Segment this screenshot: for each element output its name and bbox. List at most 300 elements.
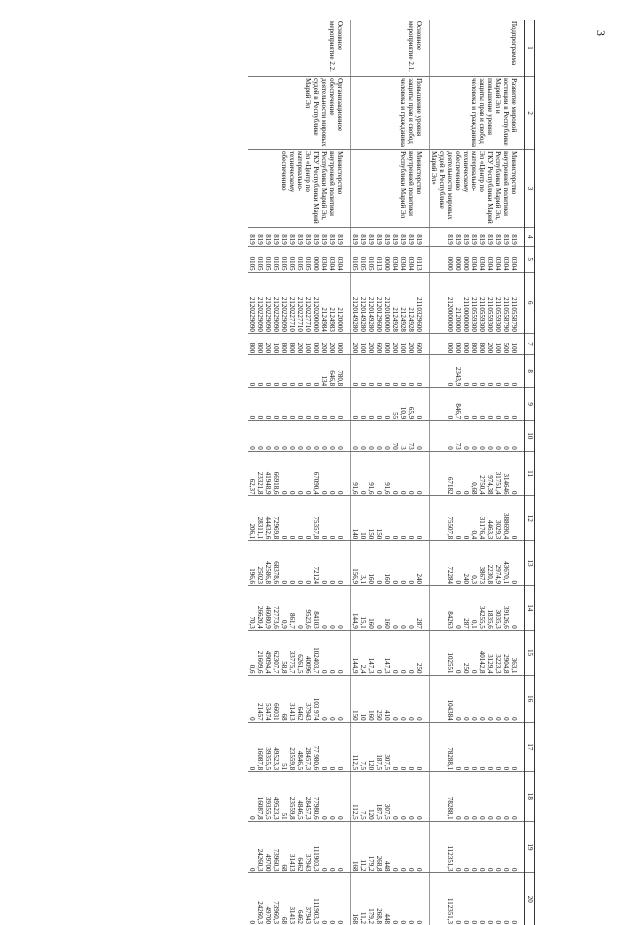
cell-value: 0 xyxy=(391,867,399,872)
cell-value: 0,1 xyxy=(470,620,478,629)
column-header-5: 5 xyxy=(525,246,535,272)
cell-value: 11,2 xyxy=(359,859,367,872)
cell-value: 0 xyxy=(407,670,415,674)
cell-value: 2124928 xyxy=(407,307,415,332)
cell-value: 0 xyxy=(454,816,462,820)
cell-value: 33775,7 xyxy=(288,650,296,674)
cell-value: 0 xyxy=(502,816,510,820)
cell-value: 0304 xyxy=(320,256,328,271)
cell-value: 600 xyxy=(415,342,423,354)
cell-value: 2120227710 xyxy=(304,296,312,332)
cell-value: 819 xyxy=(280,234,288,245)
cell-value: 0 xyxy=(494,415,502,420)
cell-value: 861,7 xyxy=(288,613,296,629)
cell-value: 91,6 xyxy=(383,482,391,495)
cell-value: 0 xyxy=(248,717,256,721)
cell-value: 0 xyxy=(478,766,486,771)
cell-value: 314646 xyxy=(502,473,510,495)
cell-value: 31176,4 xyxy=(478,516,486,540)
value-cell xyxy=(351,675,430,722)
cell-value: 819 xyxy=(446,234,454,245)
cell-value: 0 xyxy=(399,625,407,629)
cell-value: 2120000 xyxy=(336,307,344,332)
cell-value: 187,5 xyxy=(375,803,383,820)
cell-value: 0 xyxy=(415,766,423,771)
cell-value: 819 xyxy=(359,234,367,245)
cell-value: 21609,6 xyxy=(256,650,264,674)
cell-value: 0 xyxy=(320,415,328,420)
cell-value: 819 xyxy=(470,234,478,245)
cell-value: 000 xyxy=(312,342,320,354)
value-cell xyxy=(248,873,351,925)
cell-value: 0 xyxy=(454,670,462,674)
cell-value: 75357,8 xyxy=(312,516,320,540)
cell-value: 31413 xyxy=(288,906,296,924)
cell-value: 0 xyxy=(470,920,478,924)
cell-value: 0 xyxy=(328,415,336,420)
cell-value: 0105 xyxy=(256,256,264,271)
cell-value: 410 xyxy=(383,710,391,721)
cell-value: 0105 xyxy=(264,256,272,271)
cell-value: 0 xyxy=(391,816,399,820)
cell-value: 0 xyxy=(336,415,344,420)
cell-value: 156,9 xyxy=(351,568,359,584)
cell-value: 0 xyxy=(248,766,256,771)
cell-value: 111903,3 xyxy=(312,898,320,924)
cell-value: 0 xyxy=(336,535,344,540)
cell-value: 40096 xyxy=(304,656,312,674)
section-c1: Подпрограмма xyxy=(430,20,525,77)
cell-value: 206,1 xyxy=(248,523,256,540)
cell-value: 0 xyxy=(383,415,391,420)
value-cell xyxy=(248,675,351,722)
cell-value: 0 xyxy=(288,580,296,584)
cell-value: 0105 xyxy=(288,256,296,271)
cell-value: 819 xyxy=(383,234,391,245)
cell-value: 0 xyxy=(336,717,344,721)
cell-value: 0105 xyxy=(280,256,288,271)
column-header-8: 8 xyxy=(525,355,535,388)
cell-value: 34255,5 xyxy=(478,606,486,629)
value-cell xyxy=(430,333,525,354)
value-cell xyxy=(430,675,525,722)
cell-value: 0 xyxy=(256,415,264,420)
cell-value: 0,6 xyxy=(248,664,256,674)
cell-value: 0 xyxy=(399,920,407,924)
section-c3: Министерство внутренней политики Республики Марий Эл, ГКУ Республики Марий Эл «Центр по материально-техническому обеспечению деятельности мировых судей в Республике Марий Эл» xyxy=(430,150,525,228)
cell-value: 819 xyxy=(494,234,502,245)
cell-value: 0 xyxy=(502,446,510,450)
cell-value: 73960,3 xyxy=(272,848,280,872)
cell-value: 10 xyxy=(359,532,367,540)
cell-value: 0 xyxy=(446,382,454,387)
cell-value: 0 xyxy=(320,580,328,584)
cell-value: 70 xyxy=(391,442,399,450)
value-cell xyxy=(248,451,351,496)
cell-value: 0 xyxy=(320,766,328,771)
cell-value: 0 xyxy=(336,625,344,629)
cell-value: 68 xyxy=(280,917,288,924)
cell-value: 160 xyxy=(383,618,391,629)
cell-value: 39126,6 xyxy=(502,606,510,629)
cell-value: 0 xyxy=(256,382,264,387)
cell-value: 0 xyxy=(454,867,462,872)
cell-value: 140 xyxy=(351,528,359,540)
cell-value: 0 xyxy=(407,717,415,721)
cell-value: 200 xyxy=(407,342,415,354)
value-cell xyxy=(430,722,525,771)
cell-value: 0 xyxy=(502,867,510,872)
cell-value: 200 xyxy=(320,342,328,354)
cell-value: 819 xyxy=(367,234,375,245)
cell-value: 0 xyxy=(415,920,423,924)
cell-value: 0 xyxy=(296,490,304,495)
cell-value: 2120000000 xyxy=(446,296,454,332)
cell-value: 800 xyxy=(478,342,486,354)
cell-value: 51 xyxy=(280,812,288,820)
cell-value: 0 xyxy=(328,670,336,674)
cell-value: 55 xyxy=(391,412,399,420)
cell-value: 0 xyxy=(470,415,478,420)
cell-value: 49700 xyxy=(264,853,272,872)
cell-value: 2120129600 xyxy=(375,296,383,332)
cell-value: 103 974 xyxy=(312,697,320,721)
cell-value: 0 xyxy=(359,382,367,387)
cell-value: 25023 xyxy=(256,566,264,584)
cell-value: 2110559300 xyxy=(494,297,502,332)
cell-value: 0 xyxy=(494,766,502,771)
cell-value: 196,6 xyxy=(248,568,256,584)
cell-value: 120 xyxy=(367,759,375,771)
cell-value: 91,6 xyxy=(367,482,375,495)
cell-value: 0 xyxy=(494,867,502,872)
value-cell xyxy=(248,541,351,586)
cell-value: 2974,9 xyxy=(494,564,502,584)
cell-value: 62,37 xyxy=(248,478,256,495)
cell-value: 250 xyxy=(375,710,383,721)
column-header-15: 15 xyxy=(525,630,535,675)
cell-value: 0113 xyxy=(415,256,423,271)
cell-value: 819 xyxy=(248,234,256,245)
cell-value: 111903,3 xyxy=(312,845,320,872)
cell-value: 68 xyxy=(280,864,288,872)
cell-value: 0 xyxy=(494,920,502,924)
cell-value: 0 xyxy=(336,490,344,495)
cell-value: 000 xyxy=(446,342,454,354)
section-c1: Основное мероприятие 2.2. xyxy=(248,20,351,77)
cell-value: 0 xyxy=(359,446,367,450)
cell-value: 58,8 xyxy=(280,661,288,674)
cell-value: 68 xyxy=(280,713,288,721)
value-cell xyxy=(351,451,430,496)
cell-value: 2120229090 xyxy=(256,296,264,332)
cell-value: 0 xyxy=(351,446,359,450)
cell-value: 0 xyxy=(391,625,399,629)
cell-value: 6462 xyxy=(296,857,304,872)
cell-value: 0,3 xyxy=(470,575,478,584)
cell-value: 62307,7 xyxy=(272,650,280,674)
section-row xyxy=(430,20,525,925)
cell-value: 0 xyxy=(248,446,256,450)
column-header-19: 19 xyxy=(525,821,535,873)
cell-value: 0 xyxy=(510,867,518,872)
cell-value: 0 xyxy=(288,535,296,540)
cell-value: 0 xyxy=(510,717,518,721)
cell-value: 0 xyxy=(478,867,486,872)
value-cell xyxy=(430,421,525,452)
cell-value: 0 xyxy=(375,580,383,584)
cell-value: 0 xyxy=(359,490,367,495)
cell-value: 0 xyxy=(399,580,407,584)
cell-value: 7,5 xyxy=(359,761,367,771)
cell-value: 112351,3 xyxy=(446,898,454,924)
cell-value: 144,9 xyxy=(351,657,359,674)
cell-value: 0 xyxy=(328,766,336,771)
cell-value: 100 xyxy=(304,342,312,354)
cell-value: 0 xyxy=(336,867,344,872)
cell-value: 26620,4 xyxy=(256,606,264,629)
cell-value: 287 xyxy=(462,618,470,629)
cell-value: 200 xyxy=(264,342,272,354)
cell-value: 102403,7 xyxy=(312,647,320,674)
value-cell xyxy=(351,630,430,675)
cell-value: 0105 xyxy=(367,256,375,271)
cell-value: 0 xyxy=(510,490,518,495)
cell-value: 0 xyxy=(486,717,494,721)
cell-value: 0304 xyxy=(502,256,510,271)
cell-value: 819 xyxy=(351,234,359,245)
cell-value: 0 xyxy=(470,382,478,387)
cell-value: 307,5 xyxy=(383,803,391,820)
cell-value: 43670,1 xyxy=(502,561,510,584)
cell-value: 77 980,6 xyxy=(312,745,320,771)
cell-value: 0 xyxy=(462,535,470,540)
cell-value: 68378,6 xyxy=(272,561,280,584)
cell-value: 31751,4 xyxy=(494,471,502,495)
column-header-18: 18 xyxy=(525,772,535,821)
cell-value: 72969,8 xyxy=(272,516,280,540)
cell-value: 66918,6 xyxy=(272,471,280,495)
cell-value: 0304 xyxy=(407,256,415,271)
budget-table xyxy=(248,20,535,925)
cell-value: 0 xyxy=(375,415,383,420)
cell-value: 0 xyxy=(336,816,344,820)
cell-value: 4846,5 xyxy=(296,750,304,771)
cell-value: 0 xyxy=(288,415,296,420)
cell-value: 0304 xyxy=(328,256,336,271)
cell-value: 2120227710 xyxy=(296,296,304,332)
cell-value: 0 xyxy=(336,766,344,771)
cell-value: 0 xyxy=(304,580,312,584)
cell-value: 0 xyxy=(399,766,407,771)
cell-value: 2110558790 xyxy=(502,297,510,332)
cell-value: 0304 xyxy=(478,256,486,271)
cell-value: 0000 xyxy=(383,256,391,271)
cell-value: 819 xyxy=(454,234,462,245)
cell-value: 0 xyxy=(407,920,415,924)
cell-value: 0 xyxy=(312,446,320,450)
cell-value: 0,4 xyxy=(470,530,478,540)
cell-value: 0 xyxy=(391,670,399,674)
cell-value: 2110000000 xyxy=(462,297,470,332)
cell-value: 600 xyxy=(375,342,383,354)
cell-value: 2120149280 xyxy=(367,296,375,332)
cell-value: 160 xyxy=(367,618,375,629)
cell-value: 28457,3 xyxy=(304,796,312,820)
column-header-7: 7 xyxy=(525,333,535,354)
cell-value: 0 xyxy=(510,415,518,420)
cell-value: 0 xyxy=(494,446,502,450)
cell-value: 0 xyxy=(399,717,407,721)
cell-value: 0 xyxy=(494,816,502,820)
cell-value: 84263 xyxy=(446,611,454,629)
cell-value: 2120229090 xyxy=(264,296,272,332)
cell-value: 91,6 xyxy=(351,482,359,495)
cell-value: 819 xyxy=(478,234,486,245)
section-c1: Основное мероприятие 2.1. xyxy=(351,20,430,77)
cell-value: 147,3 xyxy=(383,657,391,674)
cell-value: 39355,5 xyxy=(264,796,272,820)
cell-value: 0 xyxy=(367,415,375,420)
cell-value: 0 xyxy=(399,535,407,540)
value-cell xyxy=(430,496,525,541)
cell-value: 104384 xyxy=(446,699,454,721)
cell-value: 0 xyxy=(248,920,256,924)
cell-value: 0 xyxy=(248,382,256,387)
cell-value: 4463,3 xyxy=(486,519,494,540)
cell-value: 0 xyxy=(296,535,304,540)
cell-value: 0 xyxy=(359,415,367,420)
cell-value: 100 xyxy=(494,342,502,354)
value-cell xyxy=(430,246,525,272)
cell-value: 2110559300 xyxy=(486,297,494,332)
cell-value: 819 xyxy=(328,234,336,245)
cell-value: 0 xyxy=(304,382,312,387)
cell-value: 0105 xyxy=(359,256,367,271)
cell-value: 38673 xyxy=(478,566,486,584)
cell-value: 66031 xyxy=(272,703,280,721)
cell-value: 16087,8 xyxy=(256,796,264,820)
cell-value: 49523,3 xyxy=(272,747,280,771)
cell-value: 147,3 xyxy=(367,657,375,674)
value-cell xyxy=(351,246,430,272)
value-cell xyxy=(430,821,525,873)
cell-value: 0000 xyxy=(312,256,320,271)
cell-value: 0 xyxy=(510,580,518,584)
cell-value: 49094,4 xyxy=(264,650,272,674)
cell-value: 112351,3 xyxy=(446,845,454,872)
value-cell xyxy=(430,873,525,925)
cell-value: 307,5 xyxy=(383,754,391,771)
cell-value: 287 xyxy=(415,618,423,629)
cell-value: 0 xyxy=(494,382,502,387)
cell-value: 100 xyxy=(359,342,367,354)
cell-value: 44432,6 xyxy=(264,516,272,540)
cell-value: 0 xyxy=(478,446,486,450)
value-cell xyxy=(351,541,430,586)
section-row xyxy=(248,20,351,925)
cell-value: 819 xyxy=(486,234,494,245)
value-cell xyxy=(351,272,430,333)
cell-value: 0 xyxy=(510,625,518,629)
cell-value: 0 xyxy=(462,867,470,872)
cell-value: 2110559300 xyxy=(478,297,486,332)
cell-value: 179,2 xyxy=(367,908,375,924)
cell-value: 0 xyxy=(391,920,399,924)
cell-value: 0 xyxy=(502,415,510,420)
cell-value: 0 xyxy=(407,625,415,629)
cell-value: 0 xyxy=(478,382,486,387)
cell-value: 112,5 xyxy=(351,754,359,771)
cell-value: 0 xyxy=(454,920,462,924)
cell-value: 0304 xyxy=(399,256,407,271)
cell-value: 0 xyxy=(328,920,336,924)
cell-value: 0 xyxy=(280,580,288,584)
value-cell xyxy=(351,388,430,421)
cell-value: 000 xyxy=(383,342,391,354)
cell-value: 0 xyxy=(399,867,407,872)
cell-value: 0 xyxy=(454,625,462,629)
cell-value: 150 xyxy=(367,528,375,540)
cell-value: 144,9 xyxy=(351,613,359,629)
cell-value: 23559,8 xyxy=(288,796,296,820)
cell-value: 0 xyxy=(399,490,407,495)
cell-value: 15,1 xyxy=(359,616,367,629)
cell-value: 49523,3 xyxy=(272,796,280,820)
cell-value: 0 xyxy=(510,816,518,820)
cell-value: 10 xyxy=(359,713,367,721)
value-cell xyxy=(351,821,430,873)
cell-value: 0 xyxy=(248,816,256,820)
cell-value: 168 xyxy=(351,913,359,924)
cell-value: 0 xyxy=(280,382,288,387)
value-cell xyxy=(351,421,430,452)
cell-value: 819 xyxy=(288,234,296,245)
cell-value: 819 xyxy=(320,234,328,245)
cell-value: 0 xyxy=(375,382,383,387)
cell-value: 0 xyxy=(328,867,336,872)
cell-value: 0 xyxy=(478,816,486,820)
cell-value: 819 xyxy=(312,234,320,245)
cell-value: 0 xyxy=(454,580,462,584)
cell-value: 0 xyxy=(470,766,478,771)
cell-value: 200 xyxy=(367,342,375,354)
cell-value: 160 xyxy=(367,573,375,584)
cell-value: 0 xyxy=(462,717,470,721)
cell-value: 0 xyxy=(280,490,288,495)
cell-value: 0 xyxy=(391,382,399,387)
column-header-4: 4 xyxy=(525,227,535,246)
cell-value: 0 xyxy=(351,382,359,387)
cell-value: 0 xyxy=(391,535,399,540)
cell-value: 0 xyxy=(470,717,478,721)
value-cell xyxy=(430,388,525,421)
cell-value: 0 xyxy=(391,490,399,495)
column-header-1: 1 xyxy=(525,20,535,77)
cell-value: 31413 xyxy=(288,703,296,721)
cell-value: 0 xyxy=(407,490,415,495)
cell-value: 2230,8 xyxy=(486,564,494,584)
cell-value: 0 xyxy=(486,920,494,924)
cell-value: 2120229090 xyxy=(248,296,256,332)
value-cell xyxy=(248,772,351,821)
cell-value: 73 xyxy=(454,442,462,450)
cell-value: 100 xyxy=(272,342,280,354)
cell-value: 0000 xyxy=(454,256,462,271)
cell-value: 819 xyxy=(502,234,510,245)
cell-value: 0 xyxy=(367,446,375,450)
cell-value: 780,8 xyxy=(336,370,344,387)
